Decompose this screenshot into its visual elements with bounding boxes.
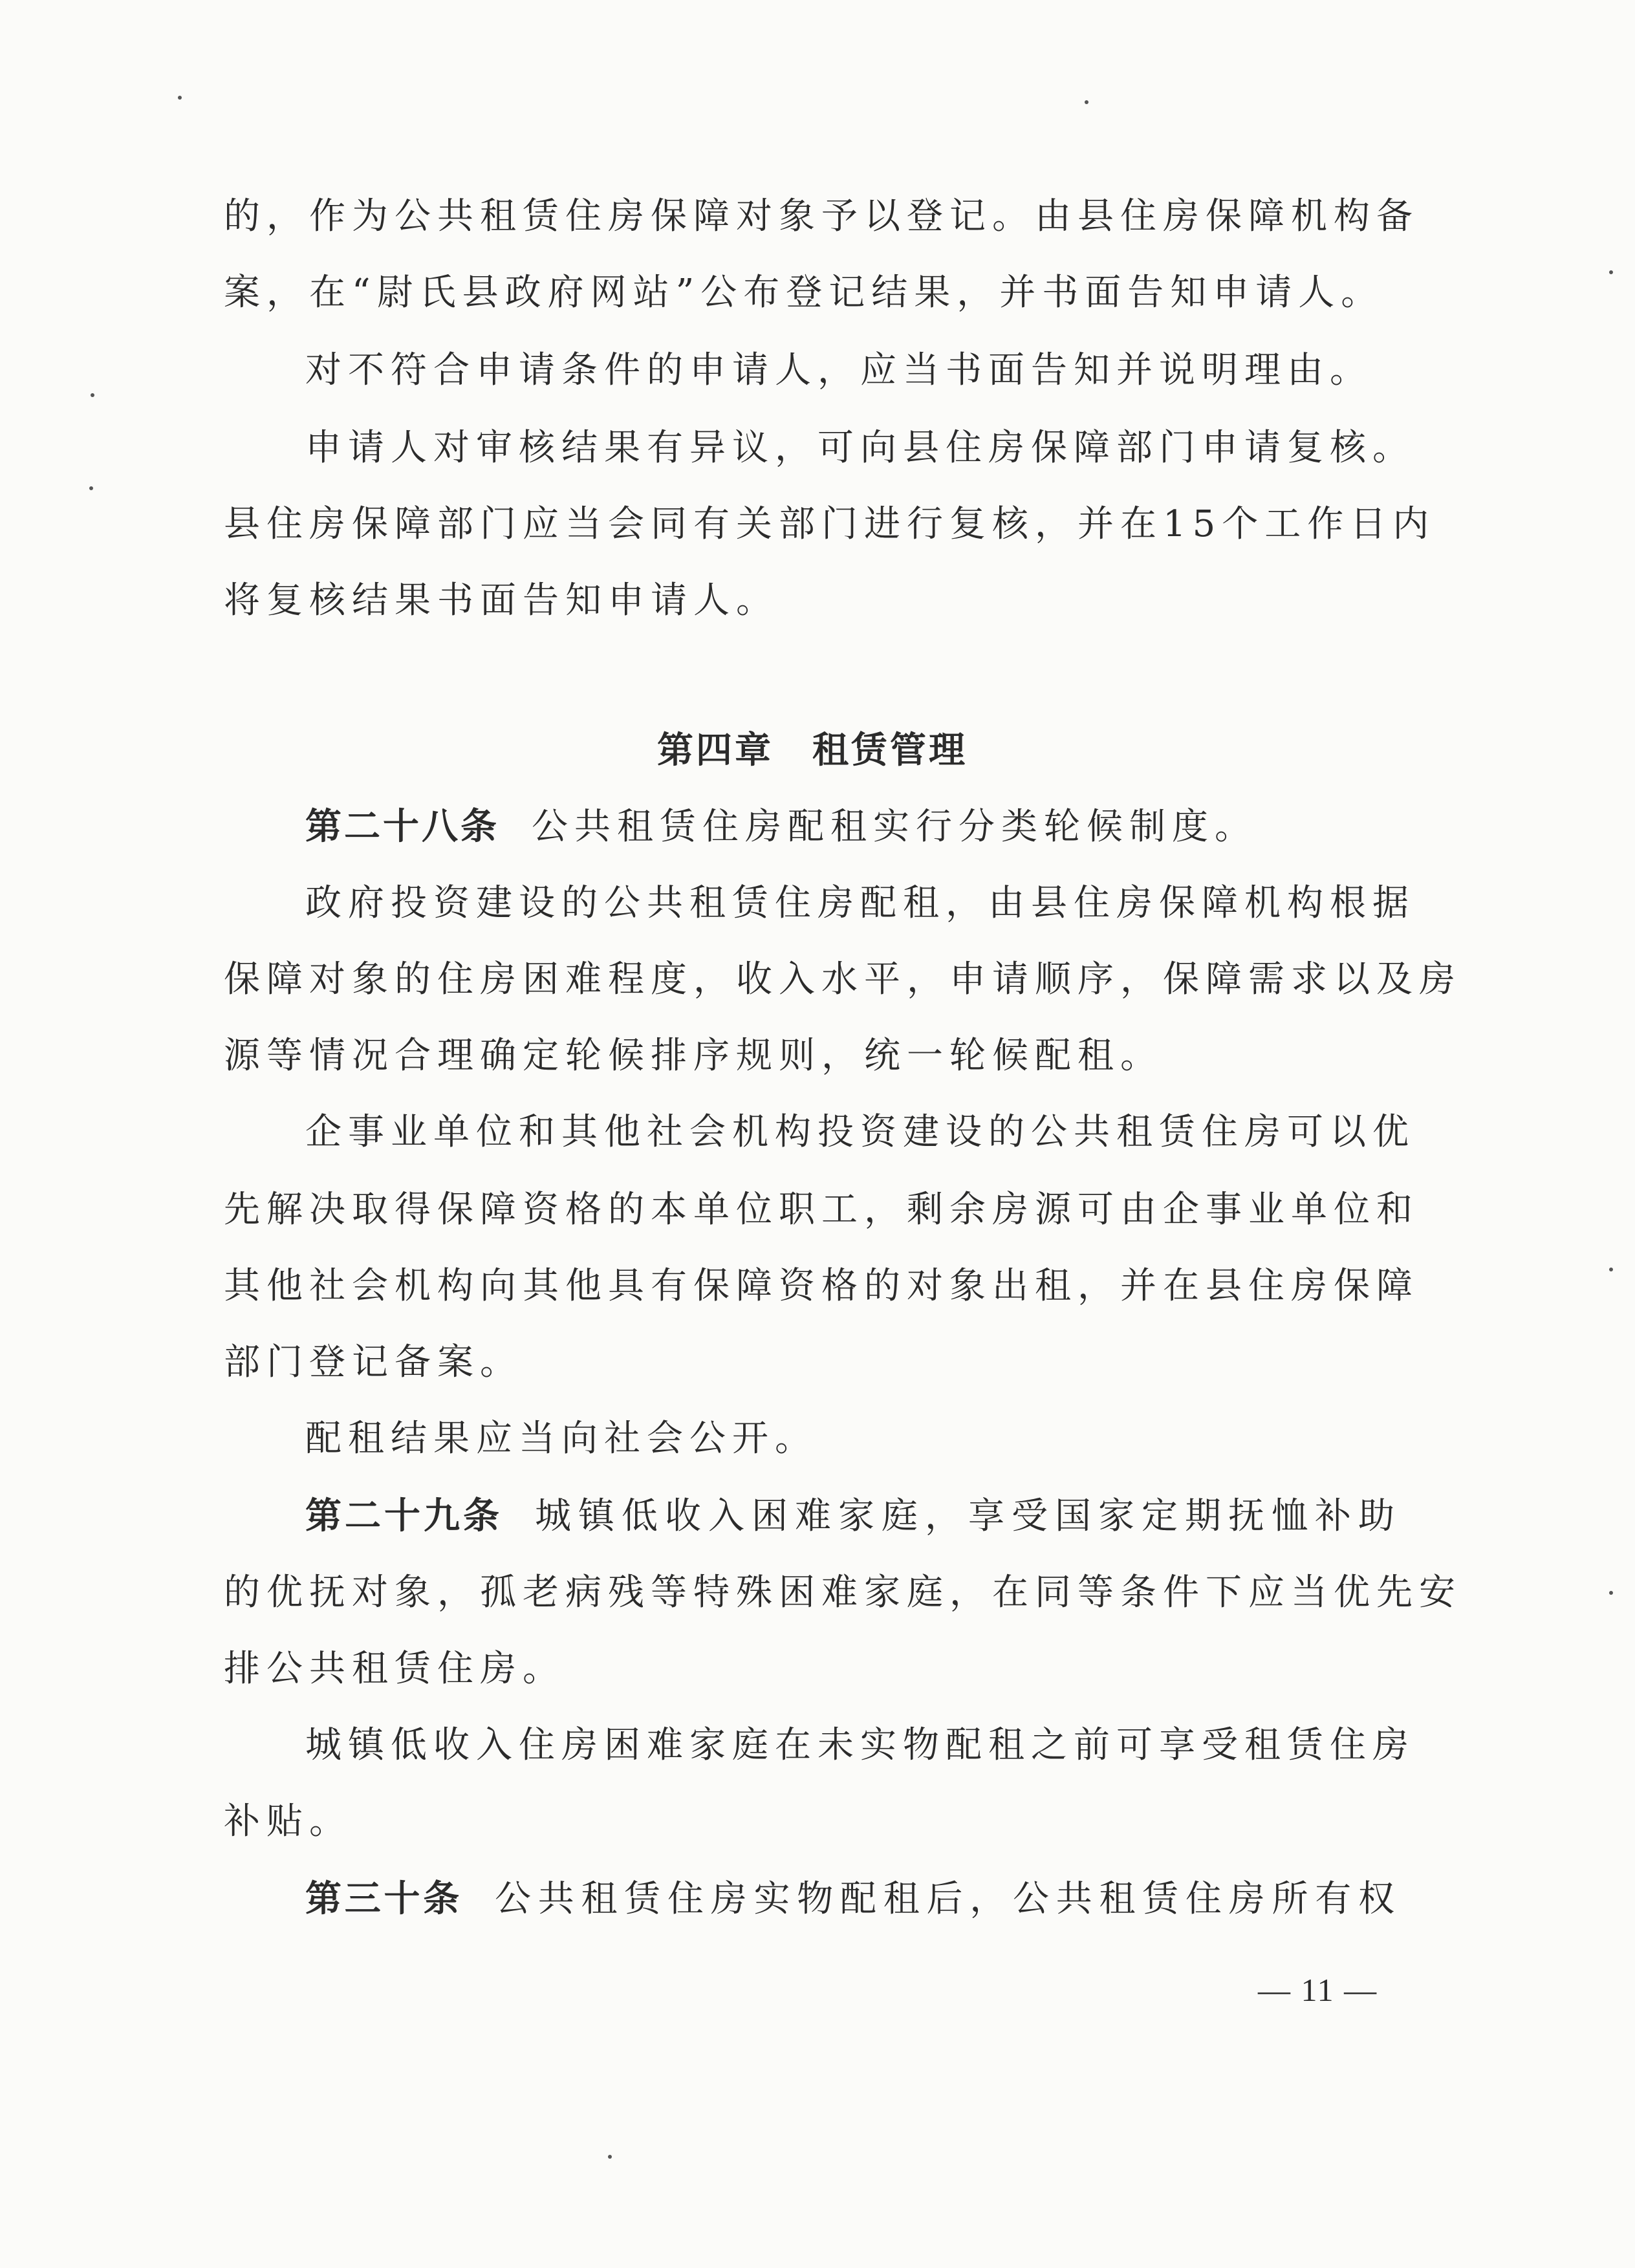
text-line: 部门登记备案。	[224, 1341, 523, 1383]
scan-speck	[178, 96, 182, 100]
text-line: 排公共租赁住房。	[224, 1648, 565, 1690]
text-line: 保障对象的住房困难程度，收入水平，申请顺序，保障需求以及房	[224, 958, 1462, 1000]
text-line: 对不符合申请条件的申请人，应当书面告知并说明理由。	[305, 349, 1372, 391]
text-line: 配租结果应当向社会公开。	[305, 1418, 817, 1460]
text-line: 的优抚对象，孤老病残等特殊困难家庭，在同等条件下应当优先安	[224, 1571, 1462, 1614]
article-text: 公共租赁住房实物配租后，公共租赁住房所有权	[495, 1878, 1401, 1920]
article-29-first-line	[224, 1494, 1401, 1539]
article-title: 第三十条	[305, 1878, 462, 1920]
article-28-first-line	[224, 805, 1401, 850]
scan-speck	[608, 2155, 612, 2159]
text-line: 其他社会机构向其他具有保障资格的对象出租，并在县住房保障	[224, 1265, 1419, 1307]
scan-speck	[91, 393, 94, 397]
scan-speck	[1085, 100, 1088, 104]
text-line: 先解决取得保障资格的本单位职工，剩余房源可由企事业单位和	[224, 1189, 1419, 1231]
text-line: 源等情况合理确定轮候排序规则，统一轮候配租。	[224, 1035, 1163, 1077]
page-number: — 11 —	[1258, 1972, 1378, 2008]
text-line: 案，在“尉氏县政府网站”公布登记结果，并书面告知申请人。	[224, 272, 1384, 314]
scan-speck	[1609, 1268, 1613, 1271]
text-line: 县住房保障部门应当会同有关部门进行复核，并在15个工作日内	[224, 503, 1436, 545]
scan-speck	[1609, 270, 1613, 274]
article-text: 公共租赁住房配租实行分类轮候制度。	[532, 806, 1257, 848]
text-line: 企事业单位和其他社会机构投资建设的公共租赁住房可以优	[305, 1111, 1415, 1153]
article-text: 城镇低收入困难家庭，享受国家定期抚恤补助	[535, 1495, 1401, 1537]
scan-speck	[1609, 1591, 1613, 1595]
text-line: 政府投资建设的公共租赁住房配租，由县住房保障机构根据	[305, 882, 1415, 924]
text-line: 的，作为公共租赁住房保障对象予以登记。由县住房保障机构备	[224, 195, 1419, 237]
article-30-first-line	[224, 1877, 1401, 1922]
article-title: 第二十八条	[305, 806, 499, 848]
text-line: 城镇低收入住房困难家庭在未实物配租之前可享受租赁住房	[305, 1724, 1415, 1766]
text-line: 补贴。	[224, 1800, 352, 1842]
text-line: 申请人对审核结果有异议，可向县住房保障部门申请复核。	[305, 427, 1415, 469]
scan-speck	[89, 486, 93, 490]
text-line: 将复核结果书面告知申请人。	[224, 579, 779, 621]
article-title: 第二十九条	[305, 1495, 503, 1537]
chapter-heading: 第四章 租赁管理	[657, 729, 968, 772]
